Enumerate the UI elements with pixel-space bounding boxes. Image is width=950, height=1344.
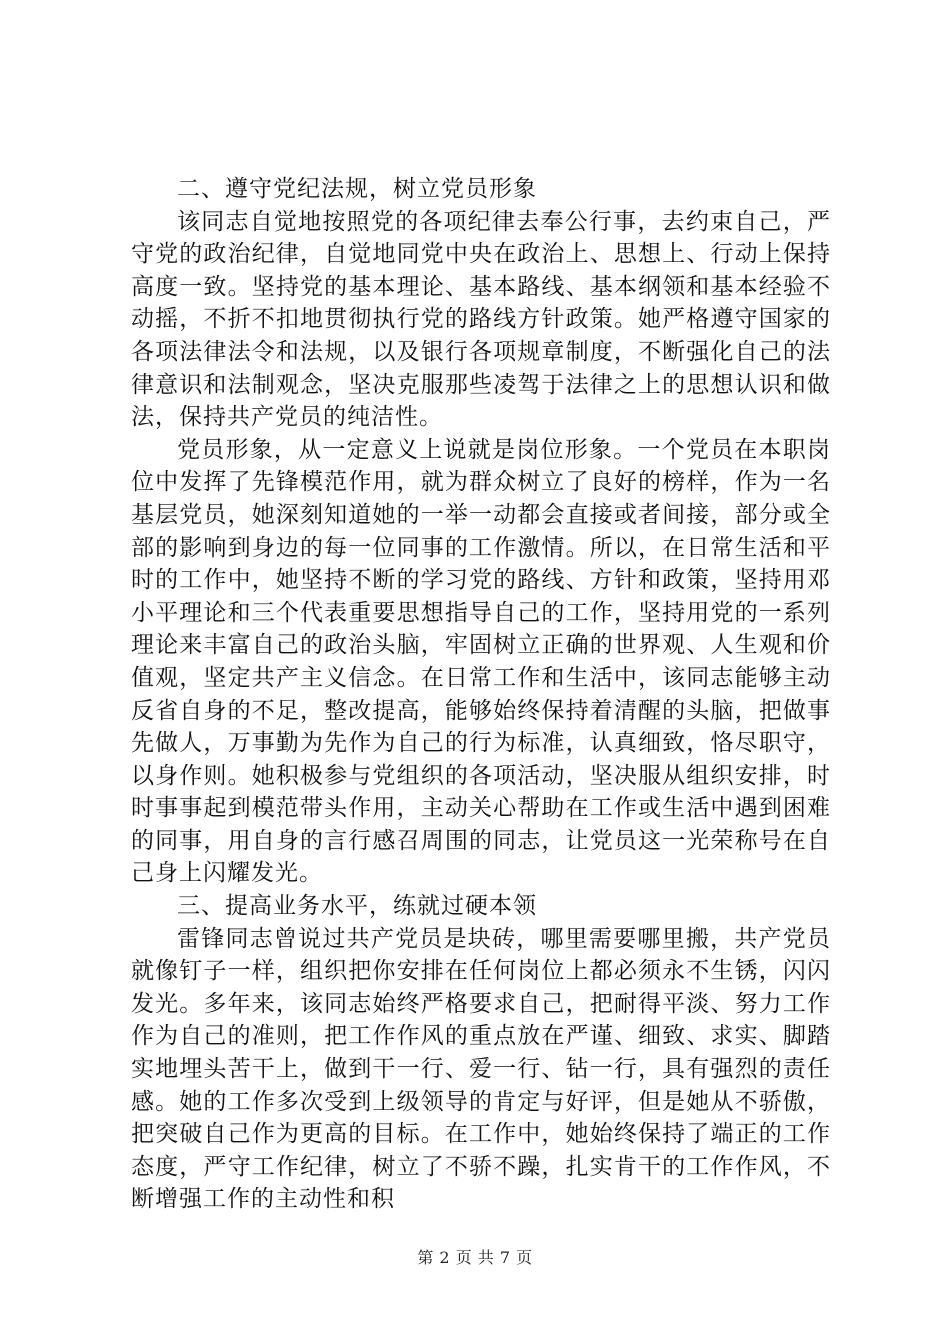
- section-heading-2: 二、遵守党纪法规，树立党员形象: [177, 176, 537, 202]
- paragraph-business-skill: 雷锋同志曾说过共产党员是块砖，哪里需要哪里搬，共产党员就像钉子一样，组织把你安排在任何岗位上都必须永不生锈，闪闪发光。多年来，该同志始终严格要求自己，把耐得平淡、努力工作作为自己的准则，把工作作风的重点放在严谨、细致、求实、脚踏实地埋头苦干上，做到干一行、爱一行、钻一行，具有强烈的责任感。她的工作多次受到上级领导的肯定与好评，但是她从不骄傲，把突破自己作为更高的目标。在工作中，她始终保持了端正的工作态度，严守工作纪律，树立了不骄不躁，扎实肯干的工作作风，不断增强工作的主动性和积: [131, 925, 831, 1213]
- paragraph-discipline: 该同志自觉地按照党的各项纪律去奉公行事，去约束自己，严守党的政治纪律，自觉地同党中央在政治上、思想上、行动上保持高度一致。坚持党的基本理论、基本路线、基本纲领和基本经验不动摇，不折不扣地贯彻执行党的路线方针政策。她严格遵守国家的各项法律法令和法规，以及银行各项规章制度，不断强化自己的法律意识和法制观念，坚决克服那些凌驾于法律之上的思想认识和做法，保持共产党员的纯洁性。: [131, 208, 831, 431]
- paragraph-party-image: 党员形象，从一定意义上说就是岗位形象。一个党员在本职岗位中发挥了先锋模范作用，就为群众树立了良好的榜样，作为一名基层党员，她深刻知道她的一举一动都会直接或者间接，部分或全部的影响到身边的每一位同事的工作激情。所以，在日常生活和平时的工作中，她坚持不断的学习党的路线、方针和政策，坚持用邓小平理论和三个代表重要思想指导自己的工作，坚持用党的一系列理论来丰富自己的政治头脑，牢固树立正确的世界观、人生观和价值观，坚定共产主义信念。在日常工作和生活中，该同志能够主动反省自身的不足，整改提高，能够始终保持着清醒的头脑，把做事先做人，万事勤为先作为自己的行为标准，认真细致，恪尽职守，以身作则。她积极参与党组织的各项活动，坚决服从组织安排，时时事事起到模范带头作用，主动关心帮助在工作或生活中遇到困难的同事，用自身的言行感召周围的同志，让党员这一光荣称号在自己身上闪耀发光。: [131, 436, 831, 887]
- document-body: [131, 173, 831, 1216]
- section-heading-3: 三、提高业务水平，练就过硬本领: [177, 893, 537, 920]
- page-footer: 第 2 页 共 7 页: [417, 1248, 533, 1267]
